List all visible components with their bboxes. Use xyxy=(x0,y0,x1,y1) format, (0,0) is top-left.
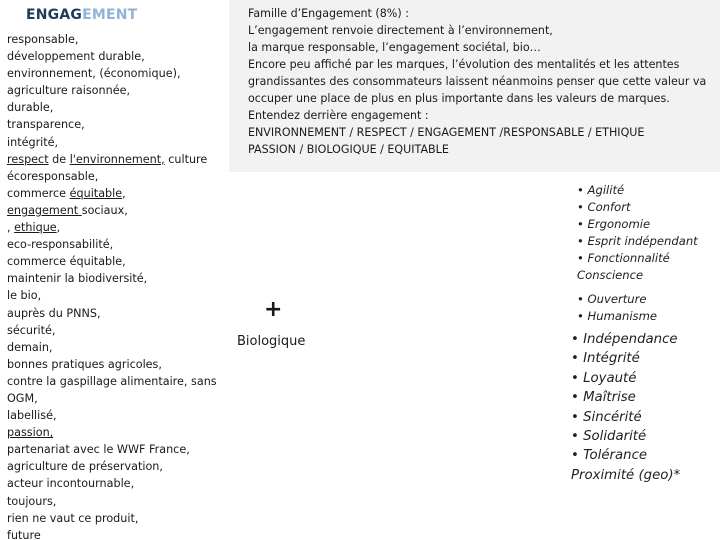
list-item: OGM, xyxy=(7,391,38,405)
values-group-2 xyxy=(577,291,657,325)
list-item: le bio, xyxy=(7,289,42,303)
list-item: • Esprit indépendant xyxy=(577,234,698,248)
list-item: durable, xyxy=(7,101,54,115)
list-item: intégrité, xyxy=(7,135,59,149)
list-item: transparence, xyxy=(7,118,85,132)
list-item: agriculture de préservation, xyxy=(7,460,163,474)
underlined-word: engagement xyxy=(7,203,82,217)
list-item: Proximité (geo)* xyxy=(571,467,681,483)
list-item-equitable xyxy=(7,185,222,202)
list-item: labellisé, xyxy=(7,409,57,423)
list-item: environnement, (économique), xyxy=(7,67,181,81)
list-item: • Loyauté xyxy=(571,370,637,386)
plain-text: , xyxy=(56,221,61,235)
list-item: • Agilité xyxy=(577,183,625,197)
list-item: commerce équitable, xyxy=(7,255,126,269)
engagement-word-list xyxy=(7,31,222,540)
underlined-word: passion, xyxy=(7,426,54,440)
list-item: maintenir la biodiversité, xyxy=(7,272,148,286)
list-item: eco-responsabilité, xyxy=(7,238,114,252)
list-item: • Fonctionnalité xyxy=(577,251,670,265)
list-item-ethique xyxy=(7,219,222,236)
list-item: • Solidarité xyxy=(571,429,647,445)
plain-text: , xyxy=(122,186,126,200)
underlined-word: respect xyxy=(7,152,49,166)
list-item: • Intégrité xyxy=(571,351,640,367)
panel-line: Entendez derrière engagement : xyxy=(248,109,429,122)
plain-text: de xyxy=(48,152,70,166)
list-item: • Maîtrise xyxy=(571,390,636,406)
list-item-passion xyxy=(7,424,222,441)
panel-line: Encore peu affiché par les marques, l’évolution des mentalités et les attentes xyxy=(248,58,680,71)
panel-line: occuper une place de plus en plus importante dans les valeurs de marques. xyxy=(248,92,670,105)
list-item: • Humanisme xyxy=(577,309,658,323)
list-item: • Confort xyxy=(577,200,631,214)
list-item: • Sincérité xyxy=(571,409,642,425)
list-item: future xyxy=(7,528,41,540)
title-dark-part: ENGAG xyxy=(26,7,83,23)
list-item: • Tolérance xyxy=(571,448,648,464)
list-item-respect xyxy=(7,151,222,168)
list-item: agriculture raisonnée, xyxy=(7,84,131,98)
list-item: partenariat avec le WWF France, xyxy=(7,443,190,457)
title-light-part: EMENT xyxy=(82,7,138,23)
plain-text: sociaux, xyxy=(81,203,128,217)
underlined-word: équitable xyxy=(69,186,123,200)
plain-text: commerce xyxy=(7,186,70,200)
list-item: • Ergonomie xyxy=(577,217,651,231)
list-item: • Indépendance xyxy=(571,332,678,347)
description-text xyxy=(248,5,718,158)
list-item: Conscience xyxy=(577,268,644,282)
list-item: écoresponsable, xyxy=(7,169,99,183)
list-item: acteur incontournable, xyxy=(7,477,135,491)
panel-line: la marque responsable, l’engagement sociétal, bio… xyxy=(248,41,541,54)
list-item: • Ouverture xyxy=(577,292,647,306)
list-item: toujours, xyxy=(7,494,57,508)
values-group-3 xyxy=(571,330,680,485)
underlined-word: l'environnement, xyxy=(69,152,165,166)
list-item-engagement xyxy=(7,202,222,219)
list-item: contre la gaspillage alimentaire, sans xyxy=(7,374,217,388)
list-item: bonnes pratiques agricoles, xyxy=(7,357,162,371)
list-item: sécurité, xyxy=(7,323,56,337)
panel-line: PASSION / BIOLOGIQUE / EQUITABLE xyxy=(248,143,449,156)
list-item: responsable, xyxy=(7,33,79,46)
panel-line: grandissantes des consommateurs laissent néanmoins penser que cette valeur va xyxy=(248,75,707,88)
panel-line: ENVIRONNEMENT / RESPECT / ENGAGEMENT /RESPONSABLE / ETHIQUE xyxy=(248,126,645,139)
plain-text: culture xyxy=(164,152,208,166)
page-title xyxy=(26,7,137,23)
list-item: développement durable, xyxy=(7,50,145,64)
plain-text: , xyxy=(7,221,15,235)
panel-line: L’engagement renvoie directement à l’environnement, xyxy=(248,24,553,37)
underlined-word: ethique xyxy=(14,221,57,235)
biologique-label: Biologique xyxy=(237,334,306,349)
list-item: auprès du PNNS, xyxy=(7,306,101,320)
list-item: rien ne vaut ce produit, xyxy=(7,511,139,525)
plus-sign: + xyxy=(264,297,283,322)
list-item: demain, xyxy=(7,340,53,354)
panel-line: Famille d’Engagement (8%) : xyxy=(248,7,409,20)
values-group-1 xyxy=(577,182,698,284)
